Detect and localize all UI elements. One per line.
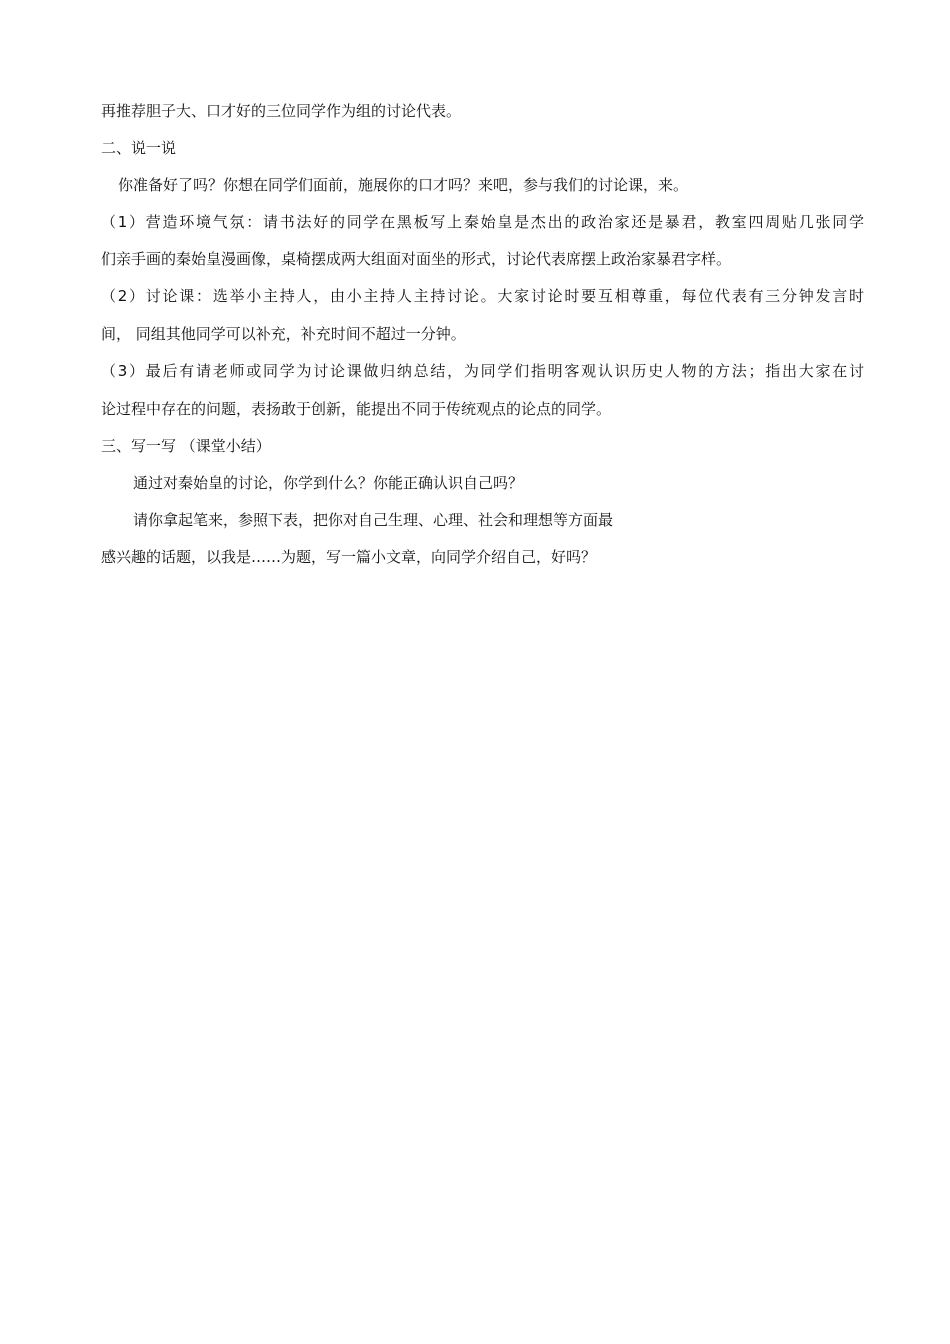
paragraph-line: （2）讨论课：选举小主持人，由小主持人主持讨论。大家讨论时要互相尊重，每位代表有三分钟发言时 [101, 287, 864, 305]
paragraph-line: 你准备好了吗？你想在同学们面前，施展你的口才吗？来吧，参与我们的讨论课，来。 [118, 176, 689, 194]
paragraph-line: （1）营造环境气氛：请书法好的同学在黑板写上秦始皇是杰出的政治家还是暴君，教室四周贴几张同学 [101, 213, 864, 231]
section-heading: 二、说一说 [101, 139, 177, 157]
section-heading: 三、写一写 （课堂小结） [101, 437, 271, 455]
paragraph-line: 们亲手画的秦始皇漫画像，桌椅摆成两大组面对面坐的形式，讨论代表席摆上政治家暴君字样。 [101, 250, 732, 268]
paragraph-line: 论过程中存在的问题，表扬敢于创新，能提出不同于传统观点的论点的同学。 [101, 400, 612, 418]
paragraph-line: 间， 同组其他同学可以补充，补充时间不超过一分钟。 [101, 325, 466, 343]
paragraph-line: 通过对秦始皇的讨论，你学到什么？你能正确认识自己吗？ [133, 474, 524, 492]
paragraph-line: 请你拿起笔来，参照下表，把你对自己生理、心理、社会和理想等方面最 [133, 511, 614, 529]
paragraph-line: 感兴趣的话题，以我是……为题，写一篇小文章，向同学介绍自己，好吗？ [101, 548, 597, 566]
paragraph-line: 再推荐胆子大、口才好的三位同学作为组的讨论代表。 [101, 102, 462, 120]
paragraph-line: （3）最后有请老师或同学为讨论课做归纳总结，为同学们指明客观认识历史人物的方法；指出大家在讨 [101, 362, 864, 380]
